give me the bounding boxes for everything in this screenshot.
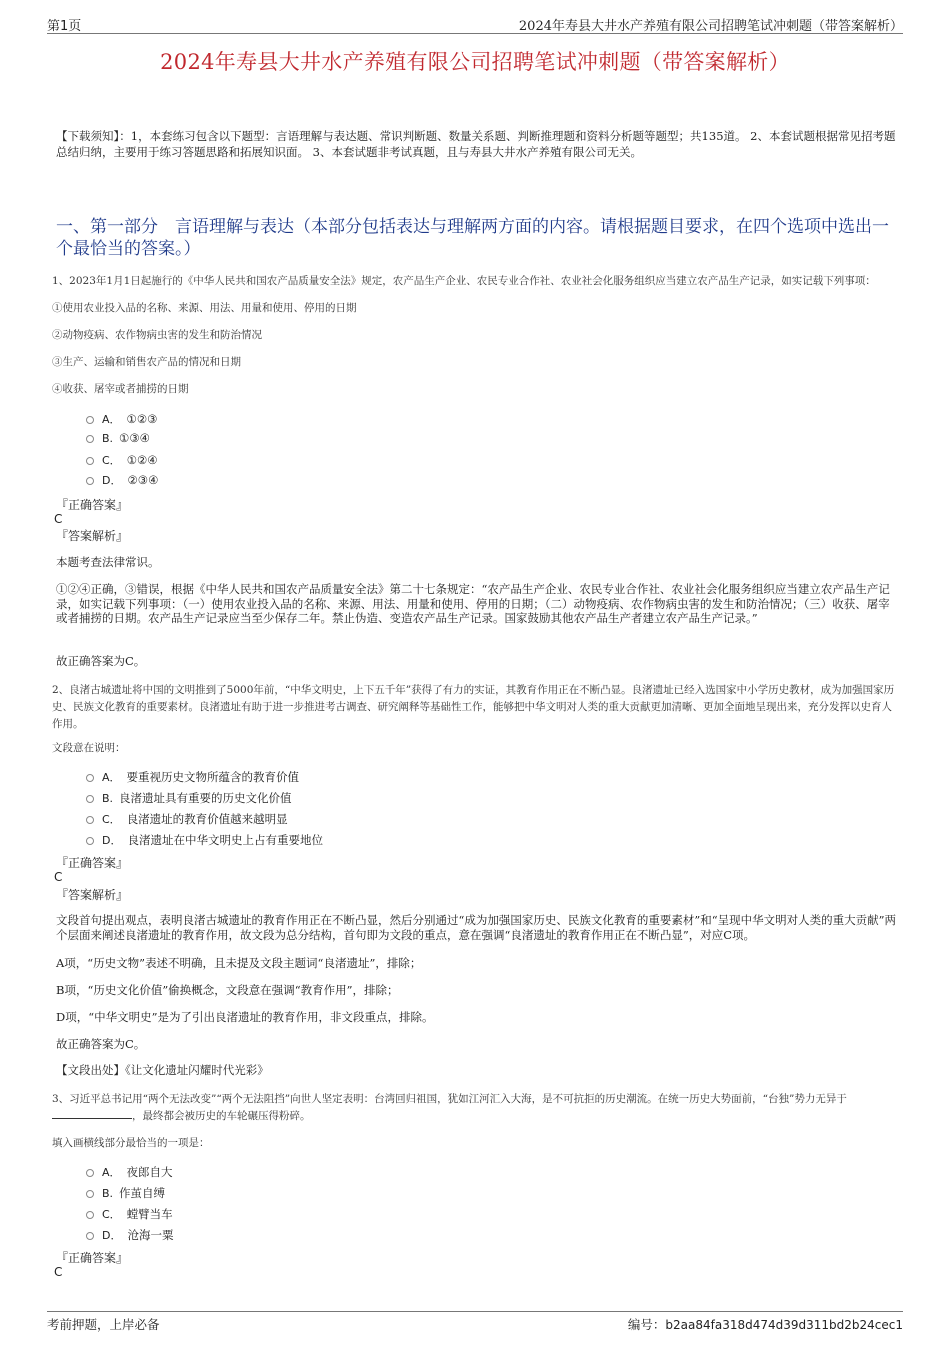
radio-icon[interactable] xyxy=(86,477,94,485)
q1-item: ③生产、运输和销售农产品的情况和日期 xyxy=(52,356,241,368)
q1-stem: 1、2023年1月1日起施行的《中华人民共和国农产品质量安全法》规定，农产品生产企业、农民专业合作社、农业社会化服务组织应当建立农产品生产记录，如实记载下列事项： xyxy=(52,275,876,287)
radio-icon[interactable] xyxy=(86,457,94,465)
q2-source: 【文段出处】《让文化遗址闪耀时代光彩》 xyxy=(56,1063,269,1077)
analysis-label: 『答案解析』 xyxy=(56,529,129,543)
q2-exp-line: D项，“中华文明史”是为了引出良渚遗址的教育作用，非文段重点，排除。 xyxy=(56,1010,434,1024)
fill-blank xyxy=(52,1110,132,1119)
page-header xyxy=(47,14,903,34)
q1-item: ②动物疫病、农作物病虫害的发生和防治情况 xyxy=(52,329,262,341)
q1-option-b[interactable]: B. ①③④ xyxy=(86,431,150,445)
radio-icon[interactable] xyxy=(86,816,94,824)
footer-code: 编号：b2aa84fa318d474d39d311bd2b24cec1 xyxy=(627,1317,903,1332)
q1-option-a[interactable]: A． ①②③ xyxy=(86,411,157,427)
correct-answer-label: 『正确答案』 xyxy=(56,856,129,870)
q2-option-c[interactable]: C． 良渚遗址的教育价值越来越明显 xyxy=(86,811,288,827)
q1-item: ①使用农业投入品的名称、来源、用法、用量和使用、停用的日期 xyxy=(52,302,357,314)
radio-icon[interactable] xyxy=(86,416,94,424)
page-title: 2024年寿县大井水产养殖有限公司招聘笔试冲刺题（带答案解析） xyxy=(160,50,790,74)
q3-option-a[interactable]: A． 夜郎自大 xyxy=(86,1164,173,1180)
q1-exp-line: ①②④正确，③错误，根据《中华人民共和国农产品质量安全法》第二十七条规定：“农产品生产企业、农民专业合作社、农业社会化服务组织应当建立农产品生产记录，如实记载下列事项：（一）使用农业投入品的名称、来源、用法、用量和使用、停用的日期；（二）动物疫病、农作物病虫害的发生和防治情况；（三）收获、屠宰或者捕捞的日期。农产品生产记录应当至少保存二年。禁止伪造、变造农产品生产记录。国家鼓励其他农产品生产者建立农产品生产记录。” xyxy=(56,582,890,625)
q1-answer: C xyxy=(54,512,63,526)
correct-answer-label: 『正确答案』 xyxy=(56,1251,129,1265)
q2-option-a[interactable]: A． 要重视历史文物所蕴含的教育价值 xyxy=(86,769,299,785)
section-heading: 一、第一部分 言语理解与表达（本部分包括表达与理解两方面的内容。请根据题目要求，在四个选项中选出一个最恰当的答案。） xyxy=(56,217,889,259)
q3-answer: C xyxy=(54,1265,63,1279)
radio-icon[interactable] xyxy=(86,1190,94,1198)
radio-icon[interactable] xyxy=(86,1169,94,1177)
q3-option-d[interactable]: D． 沧海一粟 xyxy=(86,1227,173,1243)
radio-icon[interactable] xyxy=(86,795,94,803)
page-number: 第1页 xyxy=(47,19,82,34)
q2-exp-line: A项，“历史文物”表述不明确，且未提及文段主题词“良渚遗址”，排除； xyxy=(56,956,422,970)
q2-stem: 2、良渚古城遗址将中国的文明推到了5000年前，“中华文明史，上下五千年”获得了有力的实证，其教育作用正在不断凸显。良渚遗址已经入选国家中小学历史教材，成为加强国家历史、民族文化教育的重要素材。良渚遗址有助于进一步推进考古调查、研究阐释等基础性工作，能够把中华文明对人类的重大贡献更加清晰、更加全面地呈现出来，充分发挥以史育人作用。 xyxy=(52,684,895,730)
header-doc-title: 2024年寿县大井水产养殖有限公司招聘笔试冲刺题（带答案解析） xyxy=(518,19,903,34)
radio-icon[interactable] xyxy=(86,1211,94,1219)
correct-answer-label: 『正确答案』 xyxy=(56,498,129,512)
q2-prompt: 文段意在说明： xyxy=(52,742,126,754)
q1-option-c[interactable]: C． ①②④ xyxy=(86,452,158,468)
q1-exp-line: 本题考查法律常识。 xyxy=(56,555,160,569)
page-footer xyxy=(47,1311,903,1335)
download-notice: 【下载须知】：1，本套练习包含以下题型：言语理解与表达题、常识判断题、数量关系题、判断推理题和资料分析题等题型；共135道。 2、本套试题根据常见招考题总结归纳，主要用于练习答题思路和拓展知识面。 3、本套试题非考试真题，且与寿县大井水产养殖有限公司无关。 xyxy=(56,129,896,159)
q3-stem: 3、习近平总书记用“两个无法改变”“两个无法阻挡”向世人坚定表明：台湾回归祖国，犹如江河汇入大海，是不可抗拒的历史潮流。在统一历史大势面前，“台独”势力无异于，最终都会被历史的车轮碾压得粉碎。 xyxy=(52,1093,847,1122)
q1-item: ④收获、屠宰或者捕捞的日期 xyxy=(52,383,189,395)
q2-exp-line: 故正确答案为C。 xyxy=(56,1037,146,1051)
q2-exp-line: B项，“历史文化价值”偷换概念，文段意在强调“教育作用”，排除； xyxy=(56,983,399,997)
q2-answer: C xyxy=(54,870,63,884)
q3-option-b[interactable]: B. 作茧自缚 xyxy=(86,1185,165,1201)
q3-prompt: 填入画横线部分最恰当的一项是： xyxy=(52,1137,210,1149)
q3-option-c[interactable]: C． 螳臂当车 xyxy=(86,1206,173,1222)
radio-icon[interactable] xyxy=(86,435,94,443)
q2-option-d[interactable]: D． 良渚遗址在中华文明史上占有重要地位 xyxy=(86,832,323,848)
radio-icon[interactable] xyxy=(86,774,94,782)
q1-exp-line: 故正确答案为C。 xyxy=(56,654,146,668)
radio-icon[interactable] xyxy=(86,837,94,845)
radio-icon[interactable] xyxy=(86,1232,94,1240)
q2-option-b[interactable]: B. 良渚遗址具有重要的历史文化价值 xyxy=(86,790,292,806)
footer-slogan: 考前押题，上岸必备 xyxy=(47,1317,160,1332)
q2-exp-line: 文段首句提出观点，表明良渚古城遗址的教育作用正在不断凸显，然后分别通过“成为加强国家历史、民族文化教育的重要素材”和“呈现中华文明对人类的重大贡献”两个层面来阐述良渚遗址的教育作用，故文段为总分结构，首句即为文段的重点，意在强调“良渚遗址的教育作用正在不断凸显”，对应C项。 xyxy=(56,913,897,942)
q1-option-d[interactable]: D． ②③④ xyxy=(86,472,158,488)
analysis-label: 『答案解析』 xyxy=(56,888,129,902)
